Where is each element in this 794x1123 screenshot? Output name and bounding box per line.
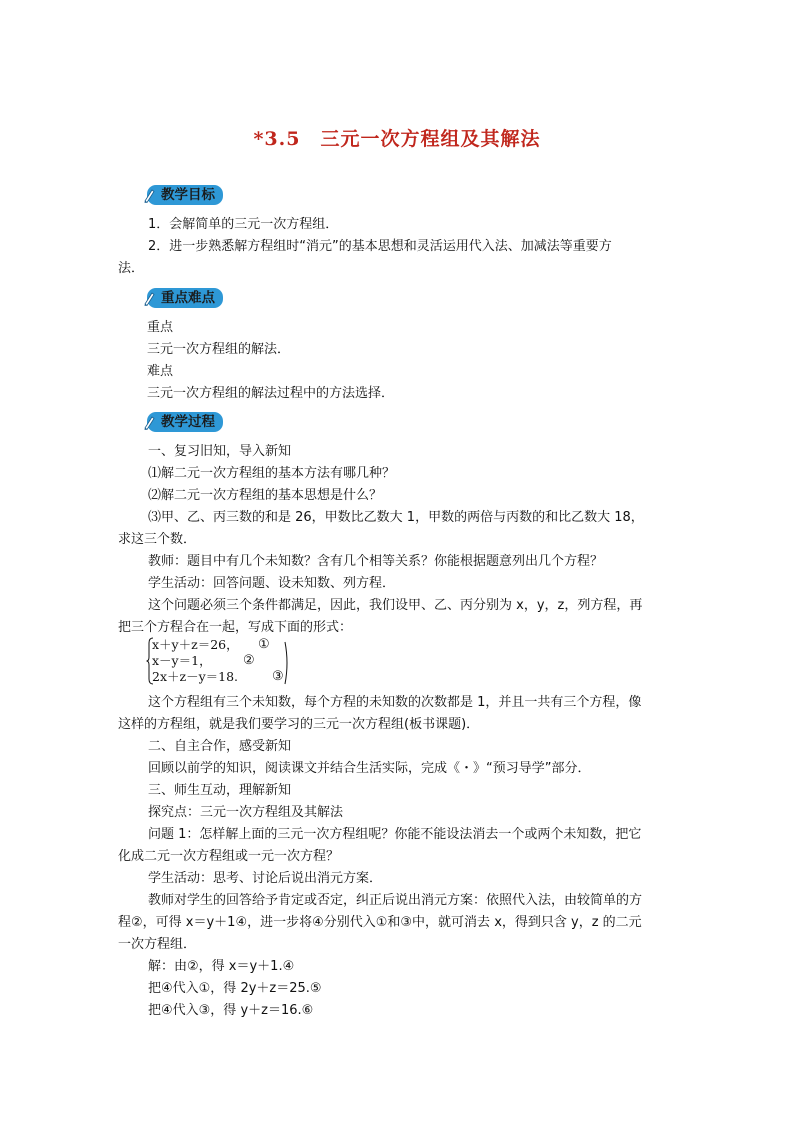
process-line: 三、师生互动，理解新知 [148, 783, 292, 798]
objective-line: 1．会解简单的三元一次方程组． [148, 217, 339, 232]
process-block-b [118, 692, 678, 1022]
equation-3: 2x＋z－y＝18. [152, 669, 239, 684]
pen-icon [142, 414, 156, 430]
difficulty-line: 重点 [147, 320, 174, 335]
equation-marker-2: ② [243, 653, 255, 668]
page-title: *3.5 三元一次方程组及其解法 [253, 128, 541, 150]
process-line: 学生活动：思考、讨论后说出消元方案． [148, 871, 383, 886]
process-line: 这个方程组有三个未知数，每个方程的未知数的次数都是 1，并且一共有三个方程，像 [148, 695, 642, 710]
process-line: ⑵解二元一次方程组的基本思想是什么？ [148, 488, 383, 503]
process-line: 把④代入③，得 y＋z＝16.⑥ [148, 1003, 314, 1018]
section-badge-difficulties [147, 287, 223, 309]
equation-system [146, 637, 296, 685]
difficulty-line: 三元一次方程组的解法． [147, 342, 291, 357]
equation-marker-1: ① [258, 637, 270, 652]
equation-marker-3: ③ [272, 669, 284, 684]
process-line: 教师：题目中有几个未知数？含有几个相等关系？你能根据题意列出几个方程？ [148, 554, 604, 569]
process-line: 把三个方程合在一起，写成下面的形式： [118, 620, 353, 635]
objectives-block [118, 214, 678, 280]
process-line: 解：由②，得 x＝y＋1.④ [148, 959, 295, 974]
process-line: 把④代入①，得 2y＋z＝25.⑤ [148, 981, 322, 996]
process-line: 回顾以前学的知识，阅读课文并结合生活实际，完成《・》“预习导学”部分． [148, 761, 591, 776]
difficulties-block [147, 317, 707, 405]
section-label-objectives: 教学目标 [161, 187, 215, 203]
section-label-difficulties: 重点难点 [161, 290, 215, 306]
process-line: 程②，可得 x＝y＋1④，进一步将④分别代入①和③中，就可消去 x，得到只含 y，z 的二元 [118, 915, 642, 930]
process-line: 探究点：三元一次方程组及其解法 [148, 805, 344, 820]
difficulty-line: 三元一次方程组的解法过程中的方法选择． [147, 386, 395, 401]
process-line: 学生活动：回答问题、设未知数、列方程． [148, 576, 396, 591]
objective-line: 2．进一步熟悉解方程组时“消元”的基本思想和灵活运用代入法、加减法等重要方 [148, 239, 612, 254]
pen-icon [142, 290, 156, 306]
process-line: 二、自主合作，感受新知 [148, 739, 292, 754]
pen-icon [142, 187, 156, 203]
process-line: 这样的方程组，就是我们要学习的三元一次方程组(板书课题)． [118, 717, 480, 732]
process-line: 一次方程组． [118, 937, 197, 952]
process-block-a [118, 441, 678, 639]
process-line: 问题 1：怎样解上面的三元一次方程组呢？你能不能设法消去一个或两个未知数，把它 [148, 827, 642, 842]
section-badge-process [147, 411, 223, 433]
right-paren [284, 641, 290, 685]
objective-line: 法． [118, 261, 145, 276]
difficulty-line: 难点 [147, 364, 174, 379]
process-line: ⑴解二元一次方程组的基本方法有哪几种？ [148, 466, 396, 481]
process-line: 这个问题必须三个条件都满足，因此，我们设甲、乙、丙分别为 x，y，z，列方程，再 [148, 598, 643, 613]
section-label-process: 教学过程 [161, 414, 215, 430]
process-line: 教师对学生的回答给予肯定或否定，纠正后说出消元方案：依照代入法，由较简单的方 [148, 893, 643, 908]
process-line: 求这三个数． [118, 532, 197, 547]
process-line: 一、复习旧知，导入新知 [148, 444, 292, 459]
process-line: ⑶甲、乙、丙三数的和是 26，甲数比乙数大 1，甲数的两倍与丙数的和比乙数大 18， [148, 510, 644, 525]
equation-2: x－y＝1， [152, 653, 212, 668]
process-line: 化成二元一次方程组或一元一次方程？ [118, 849, 340, 864]
equation-1: x＋y＋z＝26， [152, 637, 239, 652]
section-badge-objectives [147, 184, 223, 206]
